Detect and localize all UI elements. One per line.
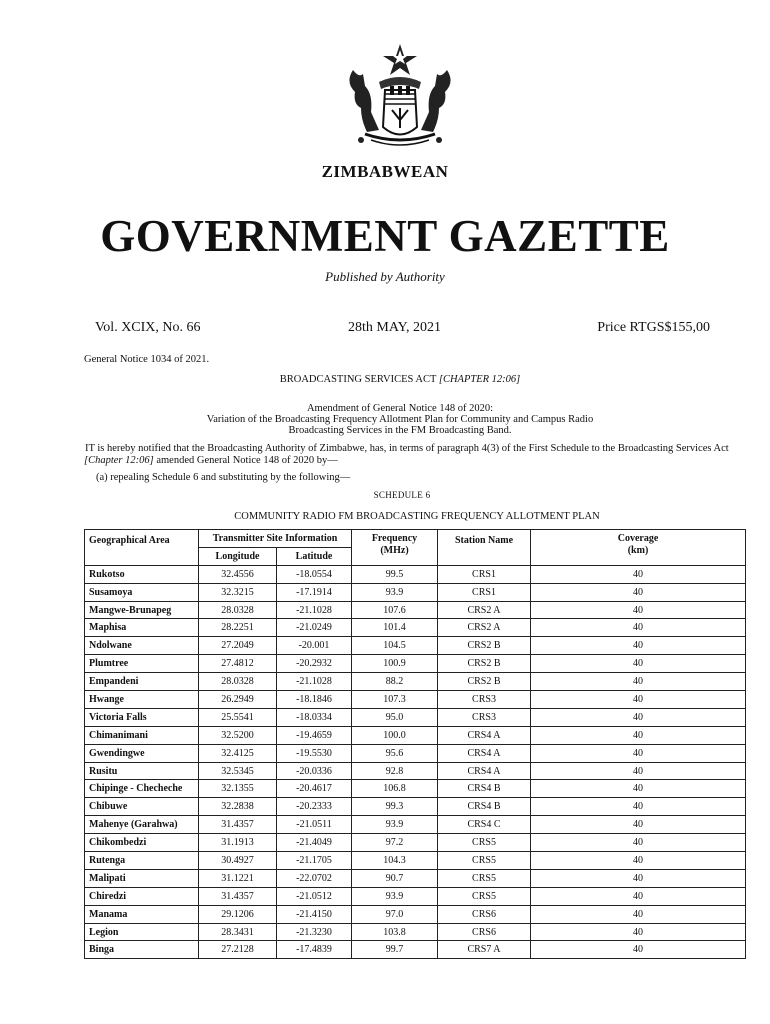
notice-body-chapter: [Chapter 12:06] <box>84 455 154 466</box>
latitude-cell: -21.0511 <box>277 816 352 834</box>
coverage-cell: 40 <box>531 798 746 816</box>
longitude-cell: 32.1355 <box>199 780 277 798</box>
table-row <box>85 744 746 762</box>
frequency-cell: 99.7 <box>352 941 438 959</box>
latitude-cell: -19.5530 <box>277 744 352 762</box>
table-row <box>85 869 746 887</box>
latitude-cell: -20.0336 <box>277 762 352 780</box>
longitude-cell: 28.3431 <box>199 923 277 941</box>
item-a: (a) repealing Schedule 6 and substituting by the following— <box>96 472 351 483</box>
table-row <box>85 565 746 583</box>
area-cell: Susamoya <box>85 583 199 601</box>
table-row <box>85 691 746 709</box>
header-latitude: Latitude <box>277 547 352 565</box>
zimbabwe-coat-of-arms <box>335 42 465 152</box>
longitude-cell: 32.3215 <box>199 583 277 601</box>
frequency-cell: 103.8 <box>352 923 438 941</box>
area-cell: Chibuwe <box>85 798 199 816</box>
area-cell: Chikombedzi <box>85 834 199 852</box>
published-by: Published by Authority <box>325 269 445 284</box>
table-row <box>85 601 746 619</box>
station-cell: CRS6 <box>438 923 531 941</box>
area-cell: Gwendingwe <box>85 744 199 762</box>
header-frequency <box>352 530 438 566</box>
coverage-cell: 40 <box>531 780 746 798</box>
coverage-cell: 40 <box>531 852 746 870</box>
area-cell: Binga <box>85 941 199 959</box>
area-cell: Manama <box>85 905 199 923</box>
latitude-cell: -22.0702 <box>277 869 352 887</box>
frequency-cell: 92.8 <box>352 762 438 780</box>
longitude-cell: 31.1221 <box>199 869 277 887</box>
longitude-cell: 27.2049 <box>199 637 277 655</box>
coverage-cell: 40 <box>531 601 746 619</box>
station-cell: CRS4 A <box>438 762 531 780</box>
amendment-line: Amendment of General Notice 148 of 2020: <box>306 403 494 414</box>
area-cell: Plumtree <box>85 655 199 673</box>
header-coverage-label: Coverage <box>617 533 659 544</box>
frequency-cell: 99.3 <box>352 798 438 816</box>
latitude-cell: -19.4659 <box>277 726 352 744</box>
area-cell: Empandeni <box>85 673 199 691</box>
longitude-cell: 32.2838 <box>199 798 277 816</box>
latitude-cell: -18.1846 <box>277 691 352 709</box>
area-cell: Chipinge - Checheche <box>85 780 199 798</box>
longitude-cell: 31.4357 <box>199 887 277 905</box>
latitude-cell: -21.1028 <box>277 601 352 619</box>
station-cell: CRS5 <box>438 869 531 887</box>
country-heading: ZIMBABWEAN <box>321 162 449 181</box>
coverage-cell: 40 <box>531 744 746 762</box>
frequency-cell: 107.3 <box>352 691 438 709</box>
amendment-line: Variation of the Broadcasting Frequency Allotment Plan for Community and Campus Radio <box>206 414 594 425</box>
table-row <box>85 816 746 834</box>
amendment-heading <box>0 403 770 436</box>
coverage-cell: 40 <box>531 905 746 923</box>
table-row <box>85 852 746 870</box>
station-cell: CRS2 A <box>438 619 531 637</box>
table-row <box>85 887 746 905</box>
latitude-cell: -21.1705 <box>277 852 352 870</box>
notice-body-text: amended General Notice 148 of 2020 by— <box>153 455 338 466</box>
latitude-cell: -18.0334 <box>277 708 352 726</box>
table-row <box>85 923 746 941</box>
area-cell: Chiredzi <box>85 887 199 905</box>
notice-body-text: IT is hereby notified that the Broadcasting Authority of Zimbabwe, has, in terms of paragraph 4(3) of the First Schedule to the Broadcasting Services Act <box>85 443 729 454</box>
area-cell: Legion <box>85 923 199 941</box>
issue-price: Price RTGS$155,00 <box>597 320 710 335</box>
longitude-cell: 30.4927 <box>199 852 277 870</box>
gazette-title: GOVERNMENT GAZETTE <box>100 211 670 261</box>
latitude-cell: -21.0512 <box>277 887 352 905</box>
latitude-cell: -20.2333 <box>277 798 352 816</box>
station-cell: CRS4 C <box>438 816 531 834</box>
station-cell: CRS5 <box>438 887 531 905</box>
frequency-cell: 104.3 <box>352 852 438 870</box>
header-area: Geographical Area <box>85 530 199 566</box>
station-cell: CRS2 B <box>438 637 531 655</box>
station-cell: CRS4 A <box>438 726 531 744</box>
coverage-cell: 40 <box>531 762 746 780</box>
station-cell: CRS2 A <box>438 601 531 619</box>
area-cell: Rusitu <box>85 762 199 780</box>
notice-number: General Notice 1034 of 2021. <box>84 354 210 365</box>
latitude-cell: -21.4150 <box>277 905 352 923</box>
frequency-cell: 107.6 <box>352 601 438 619</box>
longitude-cell: 32.4125 <box>199 744 277 762</box>
area-cell: Maphisa <box>85 619 199 637</box>
issue-date: 28th MAY, 2021 <box>348 320 441 335</box>
frequency-cell: 93.9 <box>352 816 438 834</box>
table-row <box>85 655 746 673</box>
frequency-cell: 100.0 <box>352 726 438 744</box>
coverage-cell: 40 <box>531 941 746 959</box>
header-longitude: Longitude <box>199 547 277 565</box>
station-cell: CRS2 B <box>438 655 531 673</box>
frequency-cell: 93.9 <box>352 583 438 601</box>
longitude-cell: 26.2949 <box>199 691 277 709</box>
longitude-cell: 32.5200 <box>199 726 277 744</box>
table-row <box>85 905 746 923</box>
longitude-cell: 31.4357 <box>199 816 277 834</box>
area-cell: Rukotso <box>85 565 199 583</box>
area-cell: Malipati <box>85 869 199 887</box>
frequency-cell: 88.2 <box>352 673 438 691</box>
coverage-cell: 40 <box>531 869 746 887</box>
station-cell: CRS4 B <box>438 798 531 816</box>
coverage-cell: 40 <box>531 619 746 637</box>
table-row <box>85 619 746 637</box>
longitude-cell: 27.2128 <box>199 941 277 959</box>
table-title: COMMUNITY RADIO FM BROADCASTING FREQUENCY ALLOTMENT PLAN <box>234 511 600 522</box>
area-cell: Hwange <box>85 691 199 709</box>
header-frequency-label: Frequency <box>371 533 418 544</box>
coverage-cell: 40 <box>531 655 746 673</box>
area-cell: Victoria Falls <box>85 708 199 726</box>
station-cell: CRS5 <box>438 852 531 870</box>
table-row <box>85 637 746 655</box>
table-row <box>85 673 746 691</box>
station-cell: CRS3 <box>438 691 531 709</box>
act-title <box>0 374 770 385</box>
coverage-cell: 40 <box>531 816 746 834</box>
coverage-cell: 40 <box>531 887 746 905</box>
latitude-cell: -20.001 <box>277 637 352 655</box>
station-cell: CRS1 <box>438 565 531 583</box>
latitude-cell: -21.0249 <box>277 619 352 637</box>
station-cell: CRS4 B <box>438 780 531 798</box>
coverage-cell: 40 <box>531 834 746 852</box>
coverage-cell: 40 <box>531 708 746 726</box>
latitude-cell: -21.1028 <box>277 673 352 691</box>
header-station: Station Name <box>438 530 531 566</box>
station-cell: CRS7 A <box>438 941 531 959</box>
latitude-cell: -18.0554 <box>277 565 352 583</box>
table-row <box>85 762 746 780</box>
latitude-cell: -20.4617 <box>277 780 352 798</box>
frequency-cell: 101.4 <box>352 619 438 637</box>
frequency-cell: 90.7 <box>352 869 438 887</box>
frequency-cell: 95.0 <box>352 708 438 726</box>
longitude-cell: 32.4556 <box>199 565 277 583</box>
longitude-cell: 29.1206 <box>199 905 277 923</box>
latitude-cell: -21.4049 <box>277 834 352 852</box>
latitude-cell: -17.1914 <box>277 583 352 601</box>
volume-number: Vol. XCIX, No. 66 <box>95 320 201 335</box>
area-cell: Chimanimani <box>85 726 199 744</box>
area-cell: Mangwe-Brunapeg <box>85 601 199 619</box>
frequency-cell: 100.9 <box>352 655 438 673</box>
frequency-cell: 97.2 <box>352 834 438 852</box>
table-row <box>85 583 746 601</box>
notice-body <box>84 443 754 467</box>
longitude-cell: 28.0328 <box>199 601 277 619</box>
act-chapter: [CHAPTER 12:06] <box>438 374 521 385</box>
longitude-cell: 27.4812 <box>199 655 277 673</box>
table-row <box>85 726 746 744</box>
longitude-cell: 28.2251 <box>199 619 277 637</box>
frequency-cell: 97.0 <box>352 905 438 923</box>
frequency-cell: 99.5 <box>352 565 438 583</box>
coverage-cell: 40 <box>531 923 746 941</box>
table-row <box>85 941 746 959</box>
allotment-table <box>84 529 746 959</box>
frequency-cell: 93.9 <box>352 887 438 905</box>
header-site: Transmitter Site Information <box>199 530 352 548</box>
area-cell: Rutenga <box>85 852 199 870</box>
station-cell: CRS5 <box>438 834 531 852</box>
station-cell: CRS1 <box>438 583 531 601</box>
station-cell: CRS6 <box>438 905 531 923</box>
area-cell: Ndolwane <box>85 637 199 655</box>
longitude-cell: 28.0328 <box>199 673 277 691</box>
area-cell: Mahenye (Garahwa) <box>85 816 199 834</box>
frequency-cell: 106.8 <box>352 780 438 798</box>
coverage-cell: 40 <box>531 637 746 655</box>
act-name: BROADCASTING SERVICES ACT <box>279 374 439 385</box>
amendment-line: Broadcasting Services in the FM Broadcasting Band. <box>288 425 512 436</box>
latitude-cell: -17.4839 <box>277 941 352 959</box>
table-row <box>85 834 746 852</box>
station-cell: CRS3 <box>438 708 531 726</box>
station-cell: CRS4 A <box>438 744 531 762</box>
latitude-cell: -21.3230 <box>277 923 352 941</box>
frequency-cell: 104.5 <box>352 637 438 655</box>
header-coverage-unit: (km) <box>627 545 649 556</box>
coverage-cell: 40 <box>531 565 746 583</box>
latitude-cell: -20.2932 <box>277 655 352 673</box>
header-coverage <box>531 530 746 566</box>
longitude-cell: 31.1913 <box>199 834 277 852</box>
table-row <box>85 708 746 726</box>
table-row <box>85 780 746 798</box>
station-cell: CRS2 B <box>438 673 531 691</box>
longitude-cell: 25.5541 <box>199 708 277 726</box>
coverage-cell: 40 <box>531 691 746 709</box>
schedule-label: SCHEDULE 6 <box>373 490 431 500</box>
header-frequency-unit: (MHz) <box>380 545 409 556</box>
coverage-cell: 40 <box>531 726 746 744</box>
coverage-cell: 40 <box>531 583 746 601</box>
table-row <box>85 798 746 816</box>
coverage-cell: 40 <box>531 673 746 691</box>
frequency-cell: 95.6 <box>352 744 438 762</box>
longitude-cell: 32.5345 <box>199 762 277 780</box>
